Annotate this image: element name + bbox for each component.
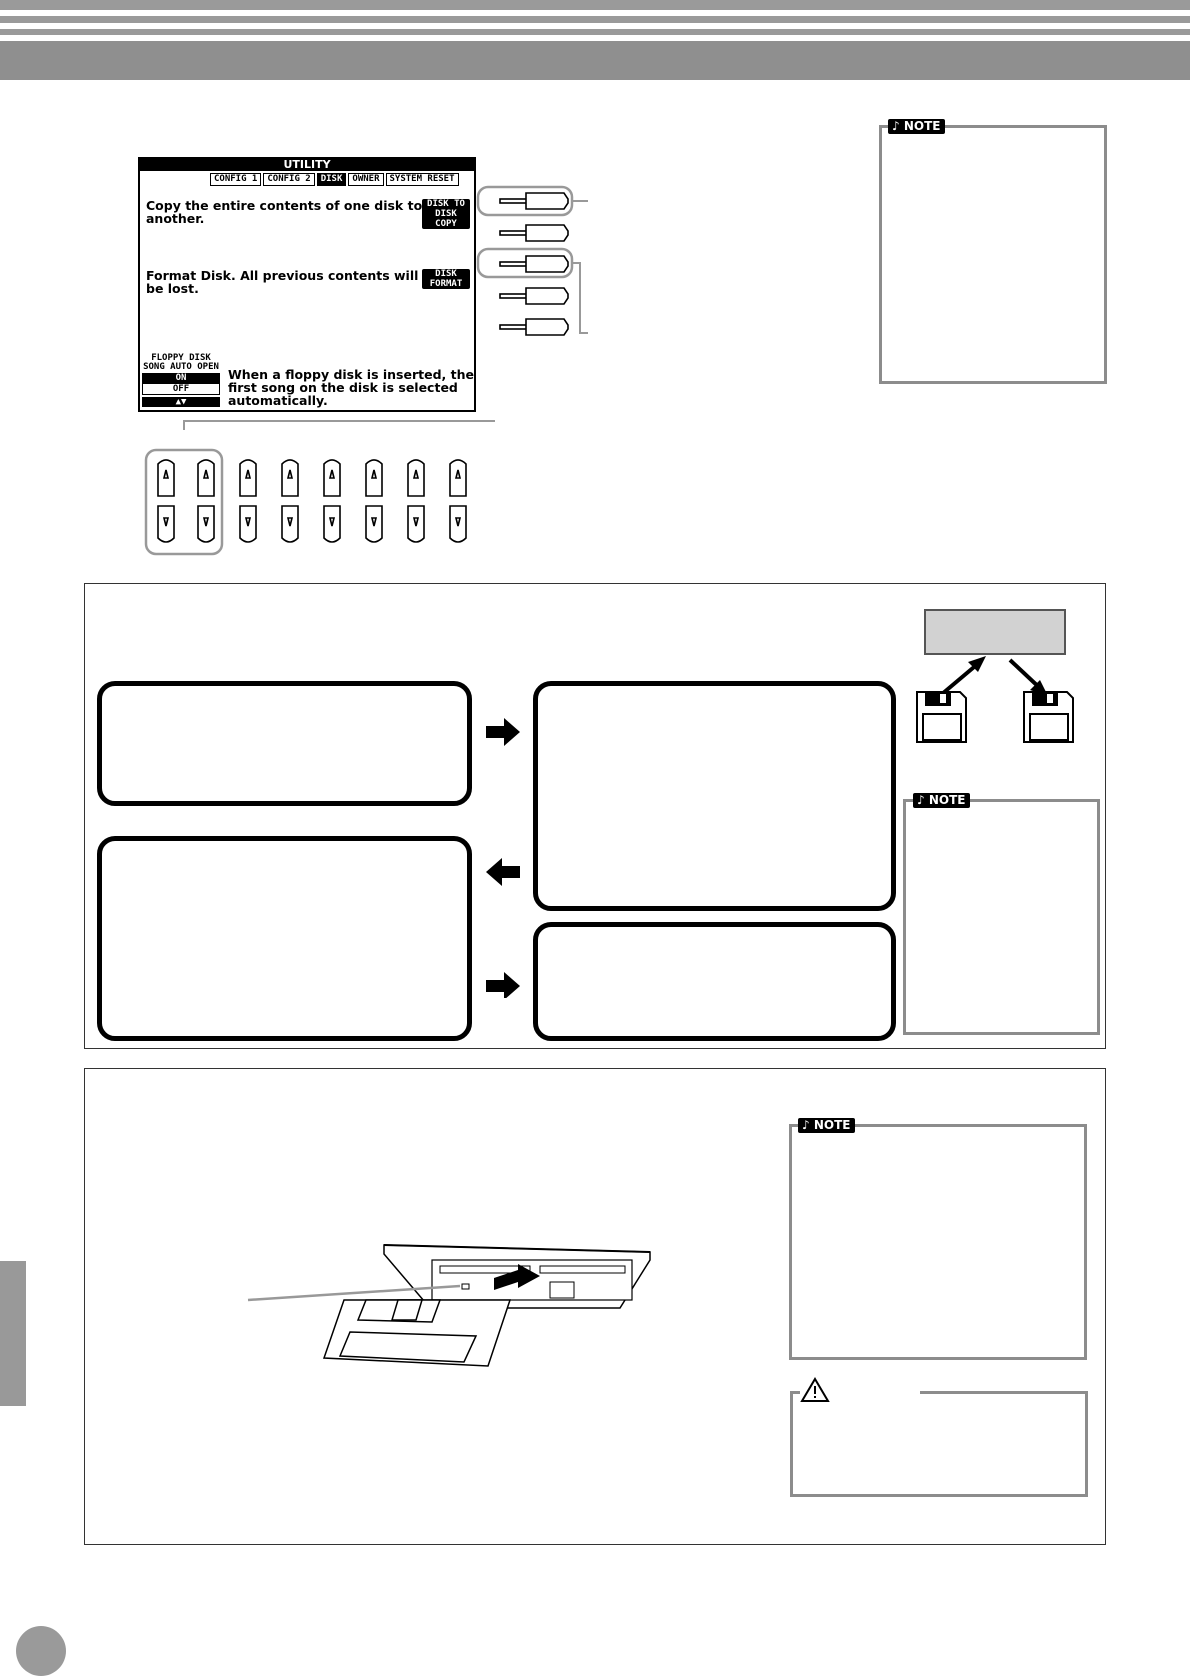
- header-band: [0, 41, 1190, 80]
- note-box-middle: [903, 799, 1100, 1035]
- warning-triangle-icon: [800, 1376, 830, 1404]
- floppy-disk-icon: [324, 1300, 510, 1366]
- disk-to-disk-copy-button[interactable]: [422, 199, 470, 229]
- disk-copy-diagram: [912, 648, 1082, 744]
- tab-config-2[interactable]: CONFIG 2: [263, 173, 314, 186]
- format-description: Format Disk. All previous contents will be lost.: [146, 268, 419, 296]
- flow-arrows: [486, 718, 522, 998]
- arrow-right-icon: [486, 718, 520, 746]
- flow-box-1: [97, 681, 472, 806]
- flow-box-4: [533, 922, 896, 1041]
- format-button-line-2: FORMAT: [429, 279, 463, 289]
- note-badge: [888, 119, 945, 134]
- copy-button-line-1: DISK TO: [427, 199, 465, 209]
- note-box-bottom: [789, 1124, 1087, 1360]
- floppy-drive-illustration: [240, 1240, 660, 1370]
- page-number-badge: [16, 1626, 66, 1676]
- header-stripe: [0, 29, 1190, 35]
- screen-title: UTILITY: [140, 159, 474, 171]
- floppy-disk-icon: [1024, 692, 1073, 742]
- caution-box: [790, 1391, 1088, 1497]
- music-note-icon: ♪: [892, 119, 900, 133]
- screen-tabs: [210, 173, 459, 186]
- music-note-icon: ♪: [802, 1118, 810, 1132]
- note-badge: [913, 793, 970, 808]
- lcd-side-buttons: [470, 185, 600, 345]
- note-badge: [798, 1118, 855, 1133]
- tab-config-1[interactable]: CONFIG 1: [210, 173, 261, 186]
- disk-format-button[interactable]: [422, 269, 470, 289]
- option-off[interactable]: OFF: [142, 383, 220, 395]
- tab-system-reset[interactable]: SYSTEM RESET: [386, 173, 459, 186]
- format-button-line-1: DISK: [435, 269, 457, 279]
- tab-owner[interactable]: OWNER: [348, 173, 383, 186]
- up-down-arrows[interactable]: ▲▼: [142, 397, 220, 407]
- flow-box-2: [533, 681, 896, 911]
- copy-button-line-2: DISK COPY: [435, 209, 457, 229]
- caution-header: [800, 1376, 920, 1406]
- music-note-icon: ♪: [917, 793, 925, 807]
- lcd-bottom-buttons: [140, 418, 500, 556]
- note-badge-label: NOTE: [813, 1118, 851, 1132]
- note-badge-label: NOTE: [928, 793, 966, 807]
- arrow-left-icon: [486, 858, 520, 886]
- arrow-right-icon: [486, 972, 520, 998]
- auto-open-description: When a floppy disk is inserted, the first song on the disk is selected automatically.: [228, 367, 474, 408]
- utility-disk-screen: [138, 157, 476, 412]
- note-badge-label: NOTE: [903, 119, 941, 133]
- song-auto-open-label: SONG AUTO OPEN: [143, 362, 219, 372]
- header-stripe: [0, 0, 1190, 10]
- page-header: [0, 0, 1190, 80]
- tab-disk[interactable]: DISK: [317, 173, 347, 186]
- note-box-top: [879, 125, 1107, 384]
- chapter-tab: [0, 1261, 26, 1406]
- flow-box-3: [97, 836, 472, 1041]
- header-stripe: [0, 16, 1190, 23]
- floppy-disk-icon: [917, 692, 966, 742]
- copy-description: Copy the entire contents of one disk to another.: [146, 198, 423, 226]
- floppy-disk-label: FLOPPY DISK: [151, 353, 211, 363]
- option-on[interactable]: ON: [142, 373, 220, 383]
